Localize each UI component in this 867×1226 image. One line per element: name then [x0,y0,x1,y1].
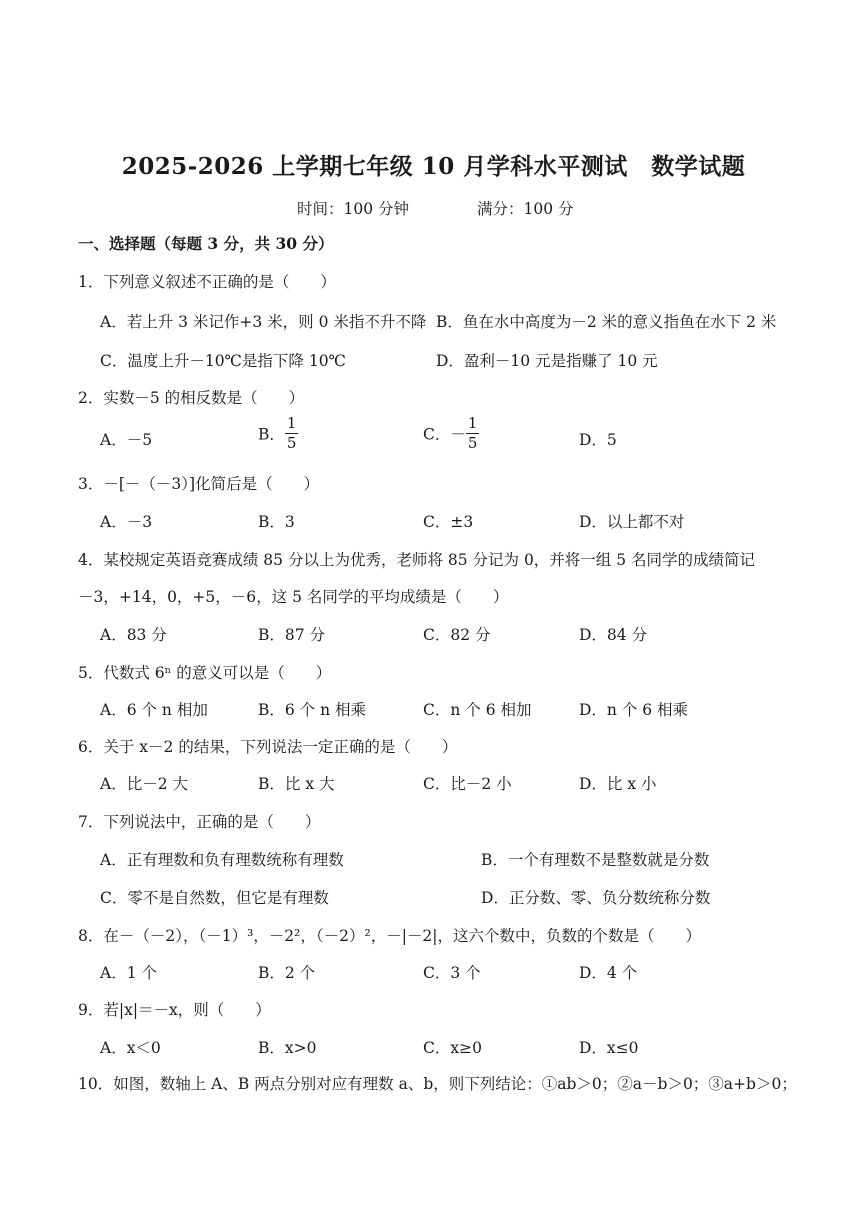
question-4: 4．某校规定英语竞赛成绩 85 分以上为优秀，老师将 85 分记为 0，并将一组 5 名同学的成绩简记 [78,551,756,569]
q4-option-b: B．87 分 [258,626,326,644]
question-1: 1．下列意义叙述不正确的是（ ） [78,273,336,291]
section-heading: 一、选择题（每题 3 分，共 30 分） [78,234,334,253]
question-10: 10．如图，数轴上 A、B 两点分别对应有理数 a、b，则下列结论：①ab＞0；②a－b＞0；③a+b＞0； [78,1075,797,1093]
fraction-denominator: 5 [286,434,297,452]
q2-option-d: D．5 [579,431,617,449]
q6-option-a: A．比－2 大 [100,775,188,793]
q6-option-b: B．比 x 大 [258,775,335,793]
q1-option-d: D．盈利－10 元是指赚了 10 元 [436,352,658,370]
q2-option-b-label: B． [258,425,285,444]
exam-score: 满分：100 分 [477,200,574,218]
q7-option-d: D．正分数、零、负分数统称分数 [481,889,711,907]
q5-option-c: C．n 个 6 相加 [423,701,532,719]
q2-option-c [423,416,479,451]
q4-option-c: C．82 分 [423,626,491,644]
question-2: 2．实数－5 的相反数是（ ） [78,389,305,407]
q7-option-c: C．零不是自然数，但它是有理数 [100,889,329,907]
question-4-cont: －3，+14，0，+5，－6，这 5 名同学的平均成绩是（ ） [78,588,509,606]
fraction [285,416,299,451]
page-title: 2025-2026 上学期七年级 10 月学科水平测试 数学试题 [121,153,746,180]
exam-time: 时间：100 分钟 [297,200,410,218]
q5-option-a: A．6 个 n 相加 [100,701,208,719]
q7-option-b: B．一个有理数不是整数就是分数 [481,851,710,869]
question-9: 9．若|x|＝－x，则（ ） [78,1001,271,1019]
fraction-numerator: 1 [467,414,478,432]
fraction-numerator: 1 [286,414,297,432]
q4-option-d: D．84 分 [579,626,648,644]
q8-option-b: B．2 个 [258,964,316,982]
q3-option-d: D．以上都不对 [579,513,685,531]
question-6: 6．关于 x－2 的结果，下列说法一定正确的是（ ） [78,738,458,756]
q5-option-b: B．6 个 n 相乘 [258,701,367,719]
question-3: 3．－[－（－3）]化简后是（ ） [78,475,320,493]
fraction [466,416,480,451]
q8-option-a: A．1 个 [100,964,157,982]
q1-option-c: C．温度上升－10℃是指下降 10℃ [100,352,346,370]
q6-option-c: C．比－2 小 [423,775,512,793]
question-8: 8．在－（－2），（－1）³，－2²，（－2）²，－|－2|，这六个数中，负数的个数是（ ） [78,927,702,945]
q8-option-d: D．4 个 [579,964,638,982]
q1-option-a: A．若上升 3 米记作+3 米，则 0 米指不升不降 [100,313,427,331]
question-7: 7．下列说法中，正确的是（ ） [78,813,321,831]
q5-option-d: D．n 个 6 相乘 [579,701,689,719]
q9-option-c: C．x≥0 [423,1039,482,1057]
question-5: 5．代数式 6ⁿ 的意义可以是（ ） [78,664,332,682]
q8-option-c: C．3 个 [423,964,481,982]
q3-option-a: A．－3 [100,513,153,531]
q2-option-a: A．－5 [100,431,153,449]
q4-option-a: A．83 分 [100,626,167,644]
q3-option-c: C．±3 [423,513,474,531]
q2-option-c-label: C．－ [423,425,466,444]
q9-option-b: B．x>0 [258,1039,317,1057]
q7-option-a: A．正有理数和负有理数统称有理数 [100,851,344,869]
q1-option-b: B．鱼在水中高度为－2 米的意义指鱼在水下 2 米 [436,313,777,331]
q6-option-d: D．比 x 小 [579,775,657,793]
q9-option-a: A．x＜0 [100,1039,161,1057]
q2-option-b [258,416,298,451]
fraction-denominator: 5 [467,434,478,452]
q9-option-d: D．x≤0 [579,1039,639,1057]
q3-option-b: B．3 [258,513,295,531]
